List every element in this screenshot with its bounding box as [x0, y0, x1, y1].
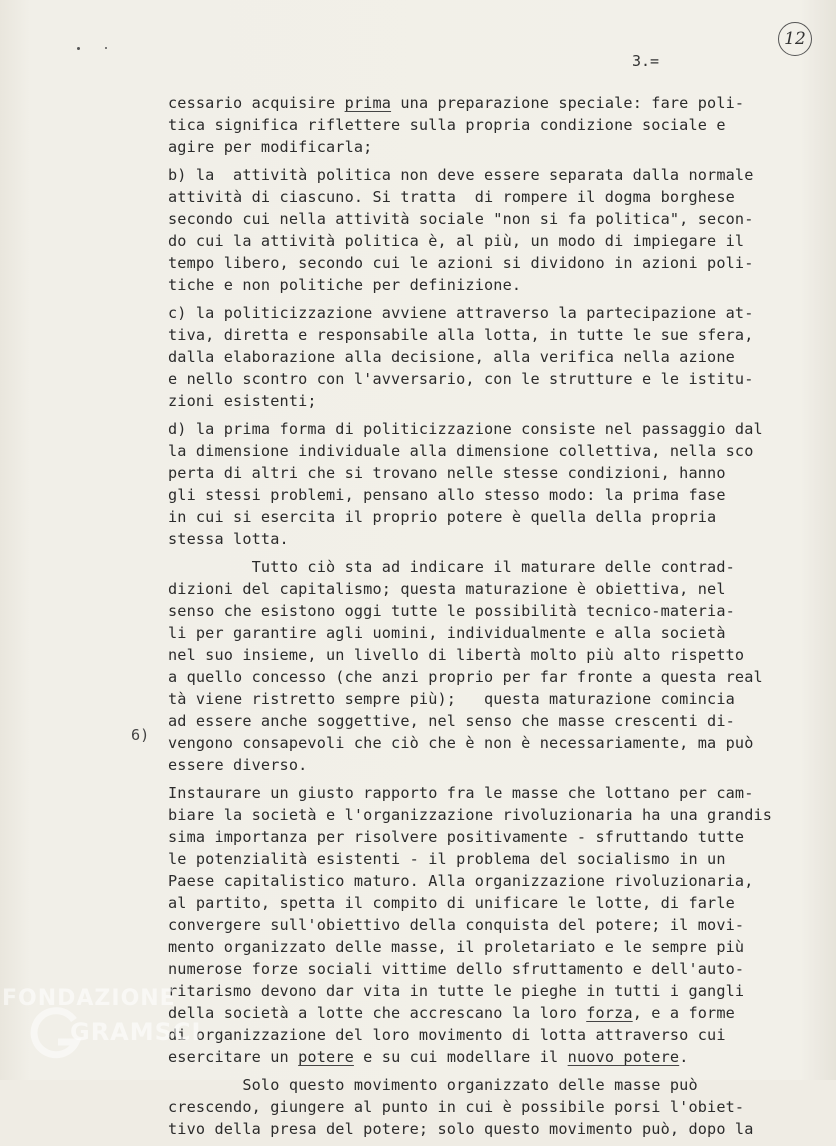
text-line: sima importanza per risolvere positivamente - sfruttando tutte [168, 828, 745, 846]
typewritten-body [168, 92, 808, 1146]
text-line: secondo cui nella attività sociale "non si fa politica", secon- [168, 210, 754, 228]
paragraph-b [168, 164, 808, 296]
text-line: dizioni del capitalismo; questa maturazione è obiettiva, nel [168, 580, 726, 598]
watermark-text-line1: FONDAZIONE [2, 986, 176, 1011]
text-line: Paese capitalistico maturo. Alla organizzazione rivoluzionaria, [168, 872, 754, 890]
text-line: d) la prima forma di politicizzazione consiste nel passaggio dal [168, 420, 763, 438]
text-line: al partito, spetta il compito di unificare le lotte, di farle [168, 894, 735, 912]
paragraph-c [168, 302, 808, 412]
text-line: vengono consapevoli che ciò che è non è necessariamente, ma può [168, 734, 754, 752]
text-line: tica significa riflettere sulla propria condizione sociale e [168, 116, 726, 134]
text-line: tiche e non politiche per definizione. [168, 276, 522, 294]
text-line: attività di ciascuno. Si tratta di rompere il dogma borghese [168, 188, 735, 206]
text-line: esercitare un potere e su cui modellare il nuovo potere. [168, 1048, 689, 1066]
text-line: Tutto ciò sta ad indicare il maturare delle contrad- [168, 558, 735, 576]
text-line: tempo libero, secondo cui le azioni si dividono in azioni poli- [168, 254, 754, 272]
text-line: tivo della presa del potere; solo questo movimento può, dopo la [168, 1120, 754, 1138]
text-line: e nello scontro con l'avversario, con le strutture e le istitu- [168, 370, 754, 388]
text-line: crescendo, giungere al punto in cui è possibile porsi l'obiet- [168, 1098, 745, 1116]
text-line: zioni esistenti; [168, 392, 317, 410]
text-line: Solo questo movimento organizzato delle masse può [168, 1076, 698, 1094]
text-line: di organizzazione del loro movimento di lotta attraverso cui [168, 1026, 726, 1044]
watermark-logo [0, 980, 200, 1080]
text-line: biare la società e l'organizzazione rivoluzionaria ha una grandis [168, 806, 773, 824]
ink-speck [77, 47, 80, 50]
text-line: le potenzialità esistenti - il problema del socialismo in un [168, 850, 726, 868]
text-line: gli stessi problemi, pensano allo stesso modo: la prima fase [168, 486, 726, 504]
text-line: tiva, diretta e responsabile alla lotta, in tutte le sue sfera, [168, 326, 754, 344]
text-line: della società a lotte che accrescano la loro forza, e a forme [168, 1004, 735, 1022]
text-line: in cui si esercita il proprio potere è quella della propria [168, 508, 717, 526]
paragraph-contradictions [168, 556, 808, 776]
text-line: mento organizzato delle masse, il proletariato e le sempre più [168, 938, 745, 956]
section-number-6: 6) [131, 726, 150, 744]
ink-speck [105, 47, 107, 49]
text-line: numerose forze sociali vittime dello sfruttamento e dell'auto- [168, 960, 745, 978]
paragraph-d [168, 418, 808, 550]
text-line: ritarismo devono dar vita in tutte le pieghe in tutti i gangli [168, 982, 745, 1000]
text-line: li per garantire agli uomini, individualmente e alla società [168, 624, 726, 642]
paragraph-section-6 [168, 782, 808, 1068]
text-line: nel suo insieme, un livello di libertà molto più alto rispetto [168, 646, 745, 664]
text-line: essere diverso. [168, 756, 308, 774]
paragraph-intro [168, 92, 808, 158]
watermark-text-line2: GRAMSCI [70, 1018, 202, 1046]
text-line: agire per modificarla; [168, 138, 373, 156]
text-line: do cui la attività politica è, al più, un modo di impiegare il [168, 232, 745, 250]
text-line: la dimensione individuale alla dimensione collettiva, nella sco [168, 442, 754, 460]
archive-page-number: 12 [778, 22, 812, 56]
paragraph-closing [168, 1074, 808, 1140]
text-line: tà viene ristretto sempre più); questa maturazione comincia [168, 690, 735, 708]
page-number: 3.= [632, 52, 660, 70]
text-line: perta di altri che si trovano nelle stesse condizioni, hanno [168, 464, 726, 482]
text-line: convergere sull'obiettivo della conquista del potere; il movi- [168, 916, 745, 934]
text-line: cessario acquisire prima una preparazione speciale: fare poli- [168, 94, 745, 112]
text-line: senso che esistono oggi tutte le possibilità tecnico-materia- [168, 602, 735, 620]
text-line: dalla elaborazione alla decisione, alla verifica nella azione [168, 348, 735, 366]
text-line: c) la politicizzazione avviene attraverso la partecipazione at- [168, 304, 754, 322]
text-line: stessa lotta. [168, 530, 289, 548]
text-line: ad essere anche soggettive, nel senso che masse crescenti di- [168, 712, 735, 730]
text-line: Instaurare un giusto rapporto fra le masse che lottano per cam- [168, 784, 754, 802]
text-line: b) la attività politica non deve essere separata dalla normale [168, 166, 754, 184]
text-line: a quello concesso (che anzi proprio per far fronte a questa real [168, 668, 763, 686]
